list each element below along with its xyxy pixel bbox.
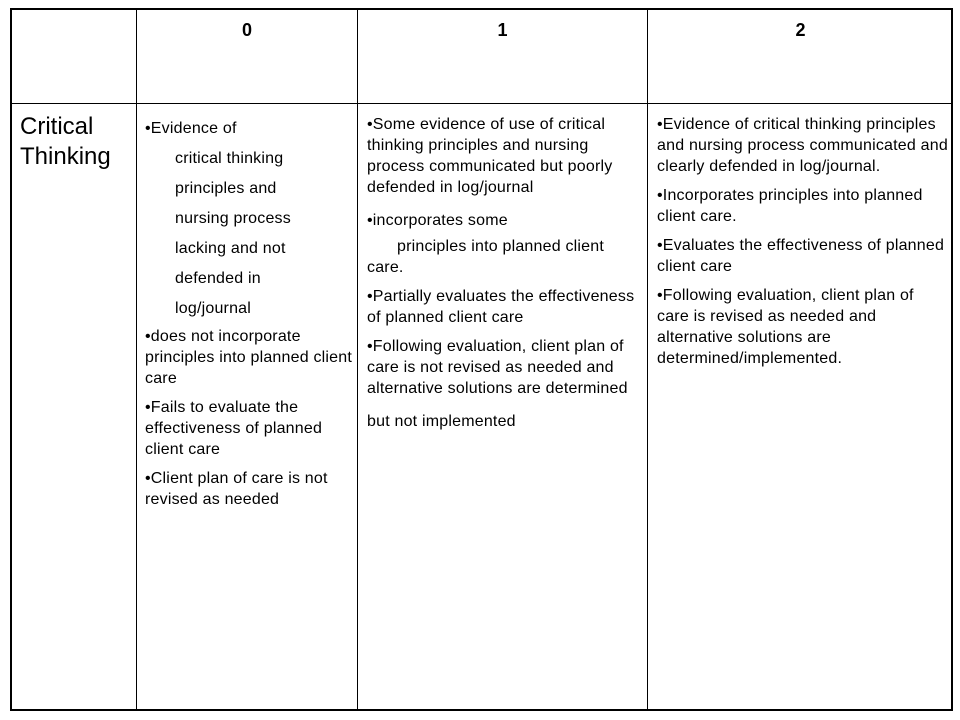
column-divider (136, 10, 137, 709)
criteria-text: lacking and not (175, 240, 286, 257)
header-score-1: 1 (497, 20, 508, 40)
criteria-item: •Following evaluation, client plan of care is not revised as needed and alternative solutions are determined (367, 338, 628, 397)
criteria-text: •incorporates some (367, 212, 508, 229)
criteria-item: •Incorporates principles into planned client care. (657, 187, 923, 225)
criteria-item: •Following evaluation, client plan of care is revised as needed and alternative solutions are determined/implemented. (657, 287, 914, 367)
criteria-item: •Evidence of critical thinking principles and nursing process communicated and clearly defended in log/journal. (657, 116, 948, 175)
column-divider (357, 10, 358, 709)
rubric-table (10, 8, 953, 711)
criteria-item: •Partially evaluates the effectiveness of planned client care (367, 288, 635, 326)
criteria-item: but not implemented (367, 413, 516, 430)
criteria-item: •does not incorporate principles into planned client care (145, 328, 353, 387)
header-score-2: 2 (795, 20, 806, 40)
criteria-text: principles and (175, 180, 277, 197)
header-score-0: 0 (241, 20, 252, 40)
criteria-cell-score-1 (367, 114, 645, 432)
criteria-item: •Evaluates the effectiveness of planned client care (657, 237, 945, 275)
criteria-cell-score-2 (657, 114, 949, 377)
criteria-text: critical thinking (175, 150, 284, 167)
row-label-critical-thinking: Critical Thinking (20, 113, 111, 170)
criteria-text: •Evidence of (145, 120, 237, 137)
criteria-item: •Some evidence of use of critical thinking principles and nursing process communicated but poorly defended in log/journal (367, 116, 613, 196)
criteria-text: log/journal (175, 300, 252, 317)
criteria-item: •Fails to evaluate the effectiveness of planned client care (145, 399, 323, 458)
criteria-text: defended in (175, 270, 261, 287)
criteria-item: principles into planned client care. (367, 238, 605, 276)
criteria-text: nursing process (175, 210, 291, 227)
criteria-cell-score-0 (145, 114, 353, 518)
criteria-item-wrapper (367, 206, 645, 236)
header-divider (12, 103, 951, 104)
column-divider (647, 10, 648, 709)
criteria-item: •Client plan of care is not revised as needed (145, 470, 328, 508)
